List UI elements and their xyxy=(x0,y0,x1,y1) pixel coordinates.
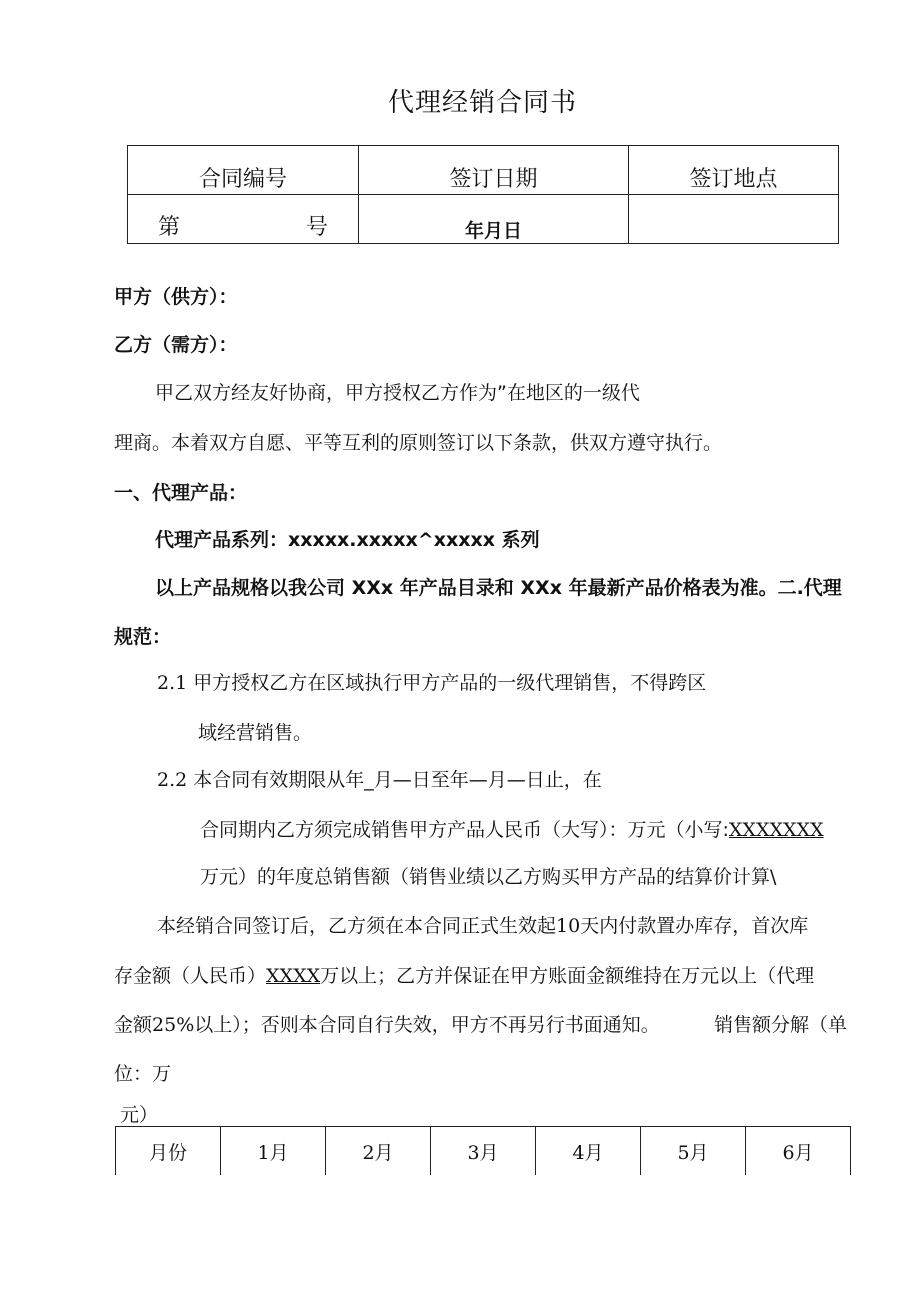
spec-line-1: 以上产品规格以我公司 XXx 年产品目录和 XXx 年最新产品价格表为准。二.代理 xyxy=(155,577,842,599)
month-cell-2: 2月 xyxy=(326,1127,431,1176)
clause-2-2-text: 本合同有效期限从年_月—日至年—月—日止，在 xyxy=(193,769,602,791)
product-series: 代理产品系列：xxxxx.xxxxx^xxxxx 系列 xyxy=(155,529,540,551)
clause-2-1-number: 2.1 xyxy=(157,672,188,694)
inventory-amount: XXXX xyxy=(266,965,321,987)
clause-2-2-line-2: 合同期内乙方须完成销售甲方产品人民币（大写）：万元（小写:XXXXXXX xyxy=(200,819,824,841)
sign-date-cell: 年月日 xyxy=(359,195,629,244)
header-sign-place: 签订地点 xyxy=(629,146,839,195)
sign-place-cell xyxy=(629,195,839,244)
section-1-heading: 一、代理产品： xyxy=(114,482,248,504)
clause-2-2-line-3: 万元）的年度总销售额（销售业绩以乙方购买甲方产品的结算价计算\ xyxy=(200,866,777,888)
intro-line-1: 甲乙双方经友好协商，甲方授权乙方作为”在地区的一级代 xyxy=(155,382,640,404)
monthly-sales-table xyxy=(115,1126,851,1175)
month-cell-4: 4月 xyxy=(536,1127,641,1176)
month-cell-6: 6月 xyxy=(746,1127,851,1176)
clause-2-1-line-2: 域经营销售。 xyxy=(198,722,313,744)
clause-2-1-text: 甲方授权乙方在区域执行甲方产品的一级代理销售，不得跨区 xyxy=(193,672,707,694)
clause-2-1-line-1 xyxy=(157,668,706,695)
inventory-line-3: 金额25%以上）；否则本合同自行失效，甲方不再另行书面通知。 xyxy=(114,1014,660,1036)
clause-2-2-number: 2.2 xyxy=(157,769,188,791)
spec-line-2: 规范： xyxy=(114,626,172,648)
header-sign-date: 签订日期 xyxy=(359,146,629,195)
inventory-line-2: 存金额（人民币）XXXX万以上；乙方并保证在甲方账面金额维持在万元以上（代理 xyxy=(114,965,815,987)
party-a-label: 甲方（供方）： xyxy=(114,286,238,308)
sales-breakdown-label: 销售额分解（单 xyxy=(714,1014,848,1036)
contract-no-prefix: 第 xyxy=(158,215,181,240)
month-cell-3: 3月 xyxy=(431,1127,536,1176)
month-header-cell: 月份 xyxy=(116,1127,221,1176)
contract-info-table xyxy=(127,145,839,244)
contract-no-suffix: 号 xyxy=(306,215,329,240)
intro-line-2: 理商。本着双方自愿、平等互利的原则签订以下条款，供双方遵守执行。 xyxy=(114,432,723,454)
unit-line-2: 元） xyxy=(120,1104,159,1126)
inventory-line-1: 本经销合同签订后，乙方须在本合同正式生效起10天内付款置办库存，首次库 xyxy=(157,915,809,937)
contract-no-cell xyxy=(128,195,359,244)
month-cell-1: 1月 xyxy=(221,1127,326,1176)
header-contract-no: 合同编号 xyxy=(128,146,359,195)
party-b-label: 乙方（需方）： xyxy=(114,334,238,356)
lowercase-amount: XXXXXXX xyxy=(728,819,824,841)
document-title: 代理经销合同书 xyxy=(387,88,577,118)
month-cell-5: 5月 xyxy=(641,1127,746,1176)
unit-line-1: 位：万 xyxy=(114,1063,172,1085)
clause-2-2-line-1 xyxy=(157,765,602,792)
